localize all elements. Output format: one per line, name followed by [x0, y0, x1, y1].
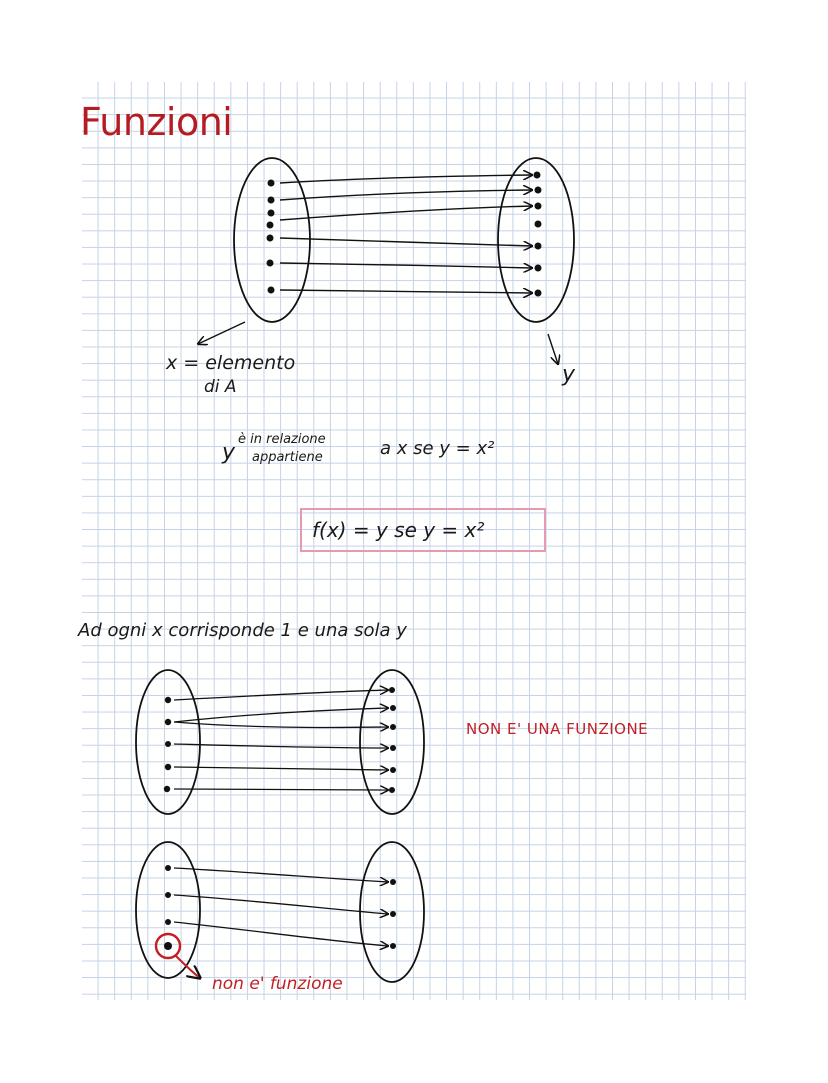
y-pointer-arrow [548, 334, 558, 364]
mapping-arrows [280, 175, 532, 293]
x-element-label: x = elemento [166, 352, 296, 374]
x-element-label-line2: di A [204, 377, 237, 397]
set-b-points [389, 687, 396, 793]
not-function-label: NON E' UNA FUNZIONE [466, 720, 649, 738]
set-a-points [165, 865, 171, 925]
y-label: y [562, 362, 576, 387]
page-title: Funzioni [80, 100, 233, 144]
mapping-diagram-1 [198, 158, 574, 364]
not-function-note: non e' funzione [212, 974, 343, 994]
set-a-points [267, 180, 275, 294]
function-definition: f(x) = y se y = x² [312, 518, 485, 542]
unmapped-point-highlight [156, 934, 200, 978]
mapping-diagram-2 [136, 670, 424, 814]
mapping-diagram-3 [136, 842, 424, 982]
mapping-arrows [174, 868, 388, 946]
relation-line-top: è in relazione [238, 432, 326, 447]
relation-prefix: y [222, 440, 236, 465]
formula-box [300, 508, 546, 552]
set-b-ellipse [498, 158, 574, 322]
set-b-points [390, 879, 396, 949]
x-pointer-arrow [198, 322, 245, 344]
set-b-points [534, 172, 542, 297]
relation-condition: a x se y = x² [380, 438, 495, 459]
relation-line-bottom: appartiene [252, 450, 323, 465]
set-a-points [164, 697, 171, 792]
function-rule: Ad ogni x corrisponde 1 e una sola y [78, 620, 407, 641]
mapping-arrows [174, 690, 388, 790]
